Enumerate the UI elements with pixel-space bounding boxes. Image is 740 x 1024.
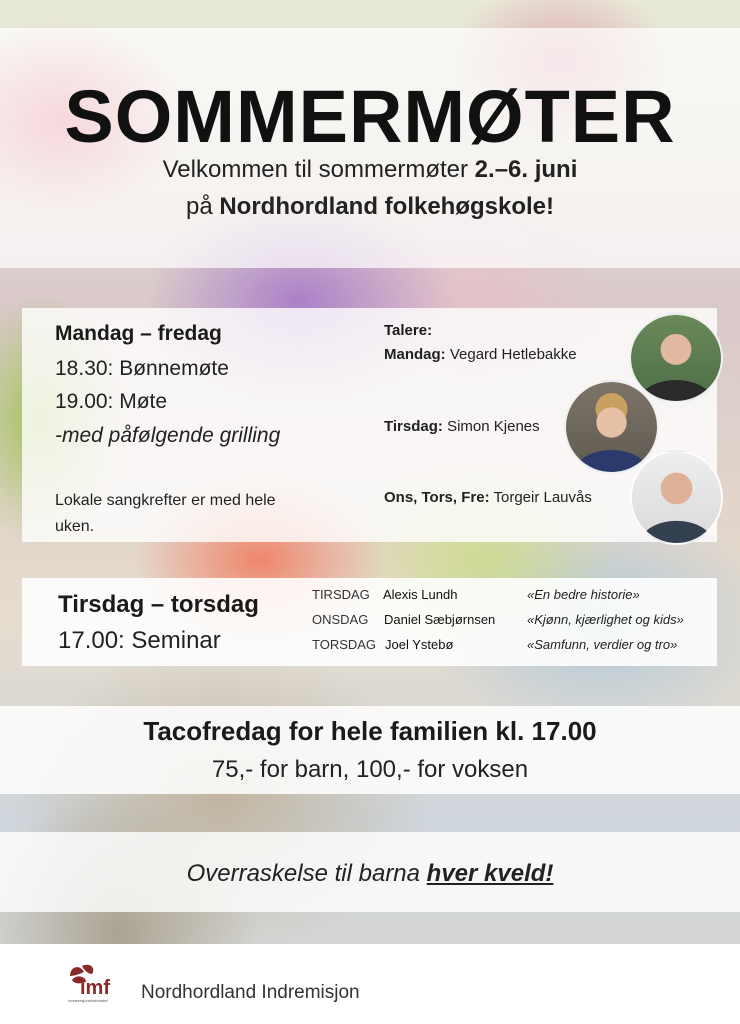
seminar-topic: «Samfunn, verdier og tro»	[527, 637, 678, 652]
seminar-topic: «En bedre historie»	[527, 587, 640, 602]
seminar-day: TORSDAG	[312, 637, 377, 652]
taco-price: 75,- for barn, 100,- for voksen	[211, 756, 529, 783]
surprise-prefix: Overraskelse til barna	[186, 860, 427, 887]
date-range: 2.–6. juni	[474, 156, 578, 183]
speaker-item	[384, 418, 540, 435]
speaker-photo-avatar	[630, 450, 723, 545]
seminar-heading: Tirsdag – torsdag	[58, 591, 259, 618]
speaker-day: Mandag:	[384, 346, 446, 363]
schedule-line: 19.00: Møte	[55, 390, 168, 413]
local-singers-note: Lokale sangkrefter er med hele uken.	[55, 492, 276, 535]
schedule-line: 18.30: Bønnemøte	[55, 357, 229, 380]
seminar-day: TIRSDAG	[312, 587, 370, 602]
subtitle-text: Velkommen til sommermøter	[162, 156, 475, 183]
speaker-photo-avatar	[629, 313, 723, 403]
speakers-heading: Talere:	[384, 322, 433, 339]
schedule-line: -med påfølgende grilling	[55, 424, 281, 447]
venue-name: Nordhordland folkehøgskole!	[219, 193, 555, 220]
organization-name: Nordhordland Indremisjon	[141, 982, 360, 1003]
schedule-heading: Mandag – fredag	[55, 322, 222, 345]
imf-logo-icon	[66, 962, 130, 1004]
speaker-day: Tirsdag:	[384, 418, 443, 435]
seminar-day: ONSDAG	[312, 612, 369, 627]
seminar-speaker: Joel Ystebø	[385, 637, 454, 652]
speaker-name: Simon Kjenes	[447, 418, 540, 435]
subtitle-text: på	[185, 193, 220, 220]
surprise-emphasis: hver kveld!	[426, 860, 554, 887]
surprise-text	[0, 860, 740, 888]
subtitle-line-1	[0, 156, 740, 184]
subtitle-line-2	[0, 193, 740, 221]
speaker-item	[384, 489, 592, 506]
seminar-speaker: Daniel Sæbjørnsen	[384, 612, 496, 627]
taco-heading: Tacofredag for hele familien kl. 17.00	[143, 716, 597, 746]
seminar-speaker: Alexis Lundh	[383, 587, 458, 602]
seminar-topic: «Kjønn, kjærlighet og kids»	[527, 612, 684, 627]
svg-text:imf: imf	[80, 977, 110, 999]
speaker-photo-avatar	[564, 380, 659, 474]
seminar-time: 17.00: Seminar	[58, 627, 221, 654]
speaker-day: Ons, Tors, Fre:	[384, 489, 490, 506]
speaker-name: Vegard Hetlebakke	[449, 346, 577, 363]
page-title: SOMMERMØTER	[64, 75, 676, 158]
speaker-name: Torgeir Lauvås	[493, 489, 592, 506]
speaker-item	[384, 346, 577, 363]
svg-text:Indremisjonsforbundet: Indremisjonsforbundet	[68, 998, 108, 1003]
